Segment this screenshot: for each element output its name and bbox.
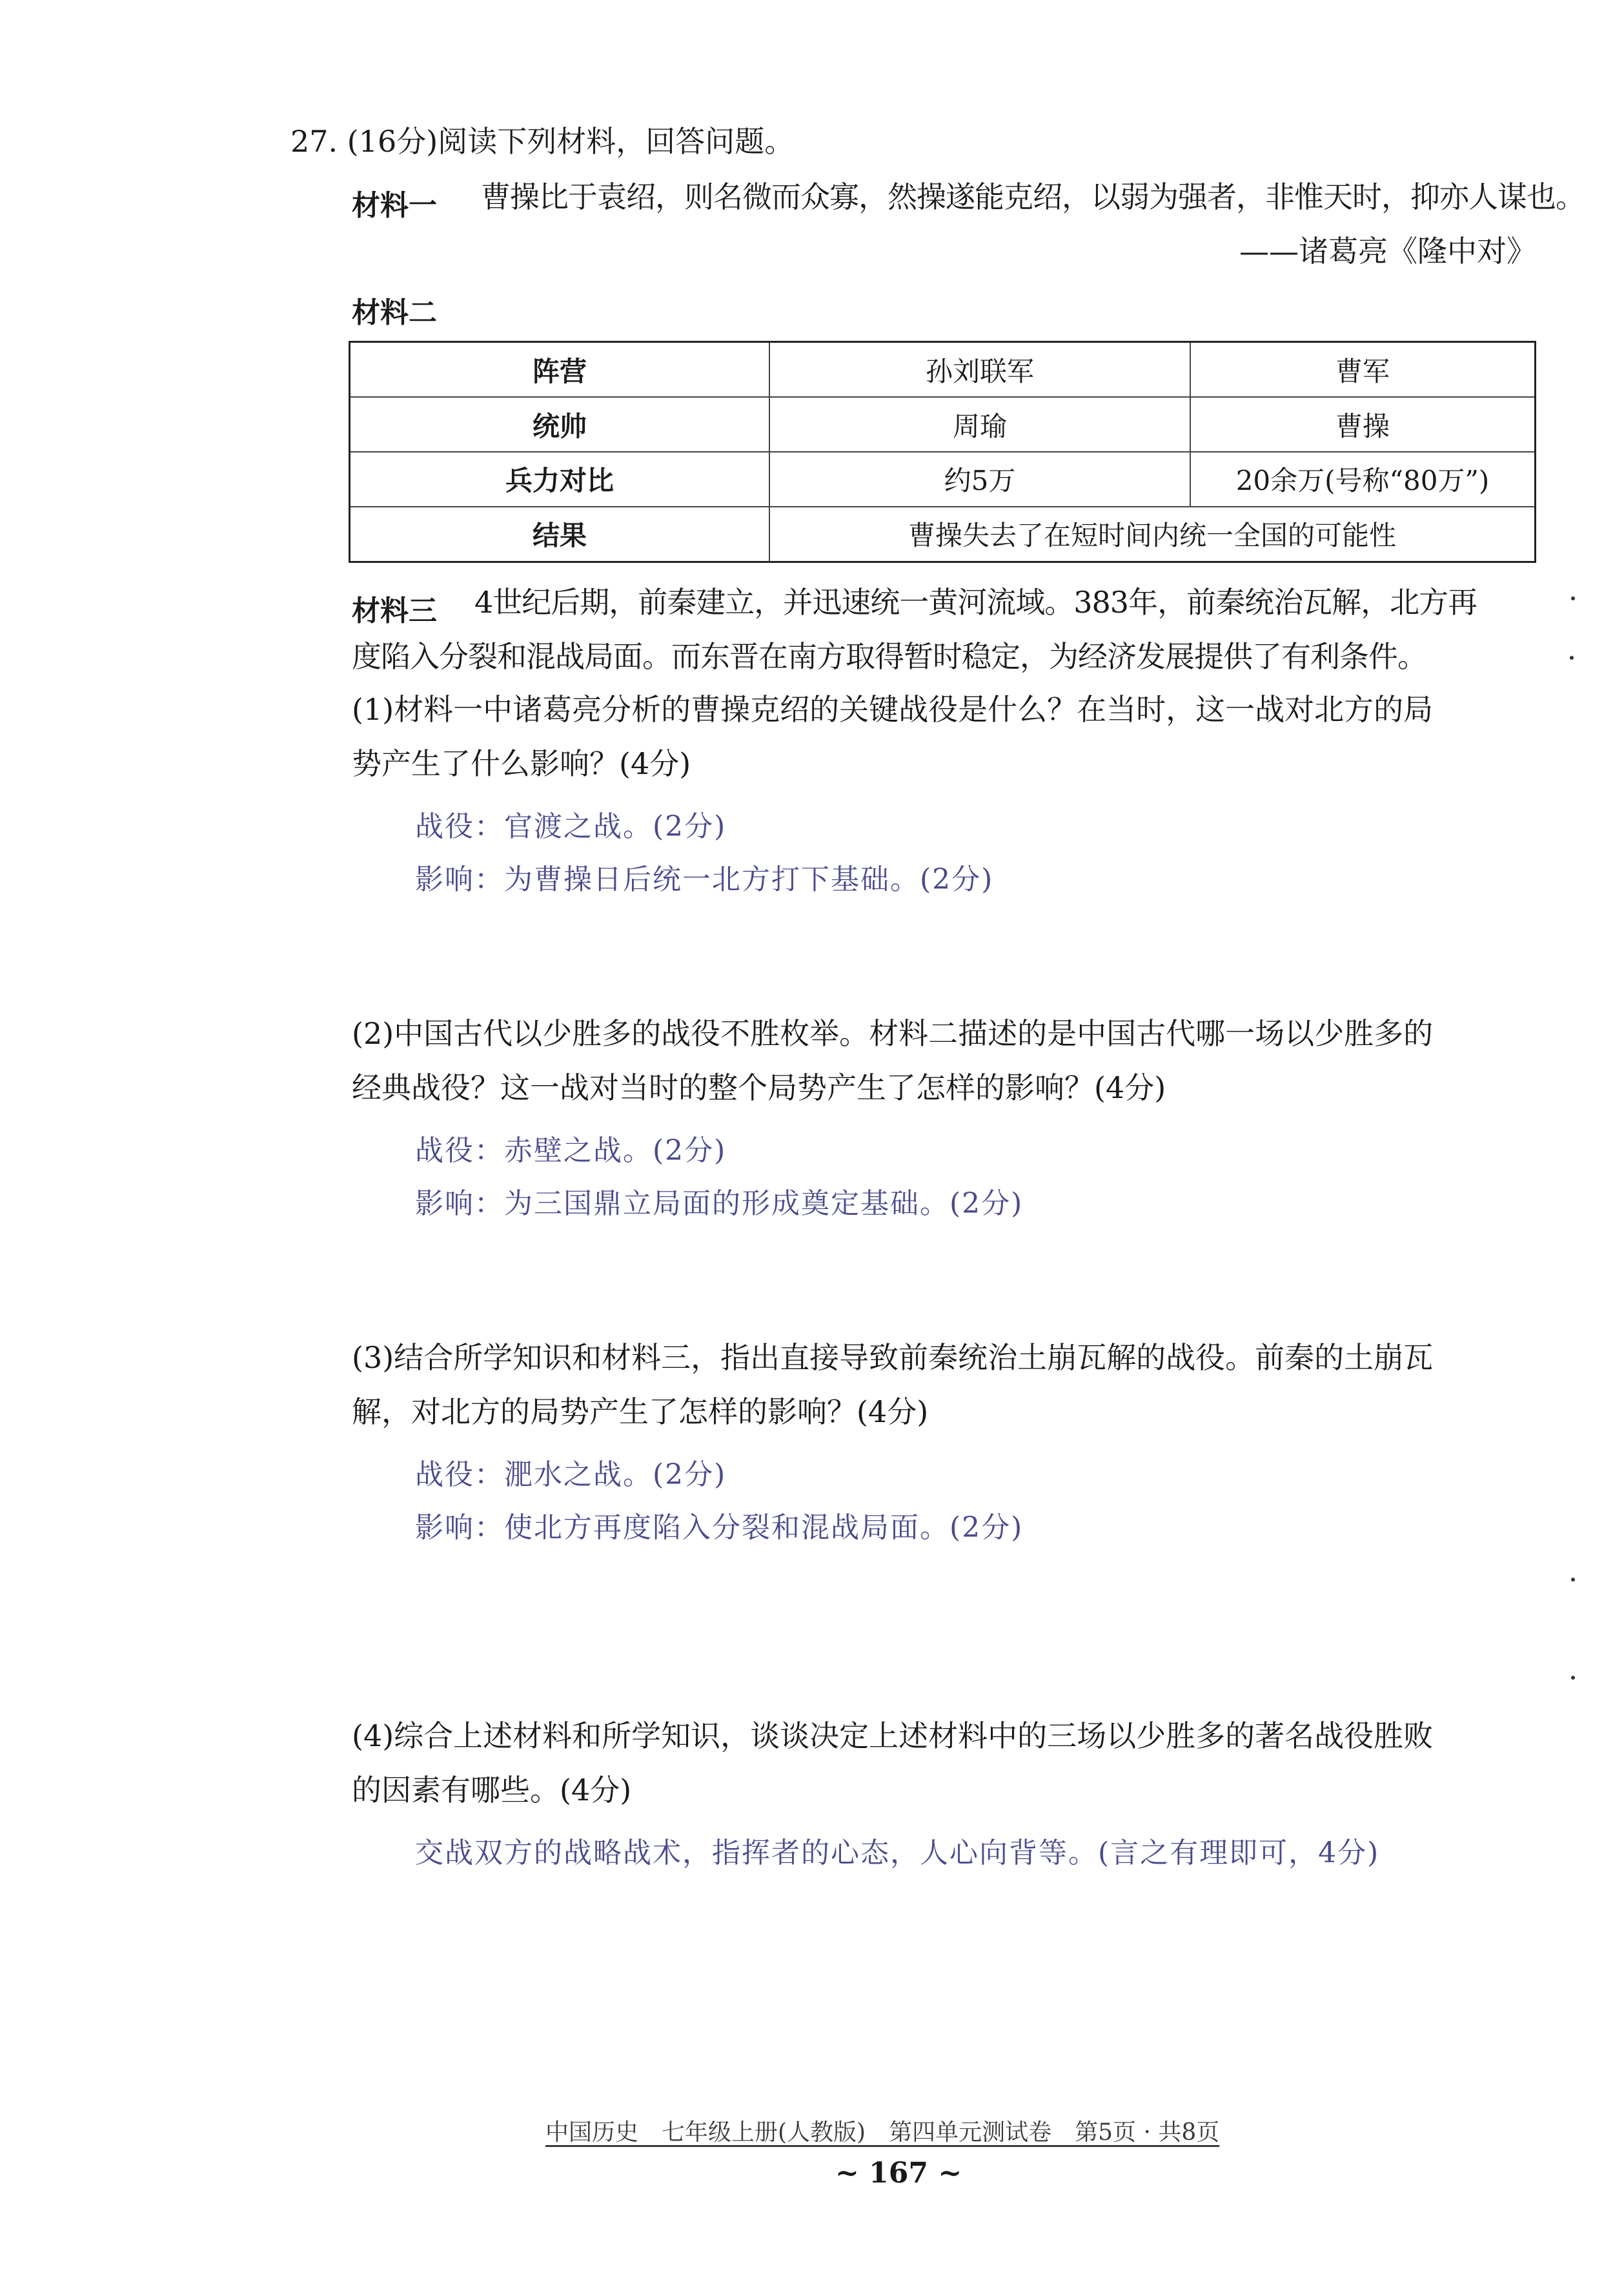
answer-1-battle: 战役：官渡之战。(2分)	[415, 810, 727, 843]
scan-speck	[1571, 1676, 1575, 1680]
scan-speck	[1570, 656, 1574, 660]
table-cell-merged: 曹操失去了在短时间内统一全国的可能性	[769, 507, 1536, 562]
table-row	[350, 397, 1536, 452]
material2-label: 材料二	[352, 296, 437, 329]
answer-4: 交战双方的战略战术，指挥者的心态，人心向背等。(言之有理即可，4分)	[415, 1837, 1380, 1869]
sub-question-3-line1: (3)结合所学知识和材料三，指出直接导致前秦统治土崩瓦解的战役。前秦的土崩瓦	[352, 1340, 1434, 1375]
table-row-label: 兵力对比	[350, 452, 770, 507]
answer-2-impact: 影响：为三国鼎立局面的形成奠定基础。(2分)	[415, 1187, 1024, 1220]
table-cell: 约5万	[769, 452, 1190, 507]
material3-line2: 度陷入分裂和混战局面。而东晋在南方取得暂时稳定，为经济发展提供了有利条件。	[352, 639, 1426, 674]
table-row	[350, 452, 1536, 507]
scan-speck	[1571, 596, 1575, 600]
table-cell: 孙刘联军	[769, 342, 1190, 398]
scan-speck	[1571, 1578, 1575, 1582]
table-row-label: 统帅	[350, 397, 770, 452]
sub-question-4-line1: (4)综合上述材料和所学知识，谈谈决定上述材料中的三场以少胜多的著名战役胜败	[352, 1718, 1434, 1753]
table-cell: 周瑜	[769, 397, 1190, 452]
table-cell: 20余万(号称“80万”)	[1190, 452, 1536, 507]
table-row-label: 阵营	[350, 342, 770, 398]
material1-text: 曹操比于袁绍，则名微而众寡，然操遂能克绍，以弱为强者，非惟天时，抑亦人谋也。	[481, 179, 1585, 214]
sub-question-2-line2: 经典战役？这一战对当时的整个局势产生了怎样的影响？(4分)	[352, 1070, 1166, 1105]
sub-question-3-line2: 解，对北方的局势产生了怎样的影响？(4分)	[352, 1394, 929, 1429]
answer-2-battle: 战役：赤壁之战。(2分)	[415, 1134, 727, 1167]
sub-question-2-line1: (2)中国古代以少胜多的战役不胜枚举。材料二描述的是中国古代哪一场以少胜多的	[352, 1016, 1434, 1051]
footer-course-info: 中国历史 七年级上册(人教版) 第四单元测试卷 第5页 · 共8页	[545, 2119, 1220, 2146]
page-number: ~ 167 ~	[835, 2157, 962, 2190]
sub-question-4-line2: 的因素有哪些。(4分)	[352, 1773, 632, 1807]
material1-source: ——诸葛亮《隆中对》	[1239, 234, 1536, 269]
table-cell: 曹军	[1190, 342, 1536, 398]
material3-line1: 4世纪后期，前秦建立，并迅速统一黄河流域。383年，前秦统治瓦解，北方再	[474, 585, 1477, 620]
table-cell: 曹操	[1190, 397, 1536, 452]
question-header: 27. (16分)阅读下列材料，回答问题。	[290, 124, 795, 159]
material2-table	[349, 341, 1536, 563]
table-row	[350, 507, 1536, 562]
sub-question-1-line2: 势产生了什么影响？(4分)	[352, 746, 691, 781]
answer-3-impact: 影响：使北方再度陷入分裂和混战局面。(2分)	[415, 1511, 1024, 1544]
table-row-label: 结果	[350, 507, 770, 562]
sub-question-1-line1: (1)材料一中诸葛亮分析的曹操克绍的关键战役是什么？在当时，这一战对北方的局	[352, 692, 1434, 727]
material1-label: 材料一	[352, 189, 437, 222]
material3-label: 材料三	[352, 595, 437, 627]
answer-3-battle: 战役：淝水之战。(2分)	[415, 1458, 727, 1491]
table-row	[350, 342, 1536, 398]
answer-1-impact: 影响：为曹操日后统一北方打下基础。(2分)	[415, 863, 994, 896]
